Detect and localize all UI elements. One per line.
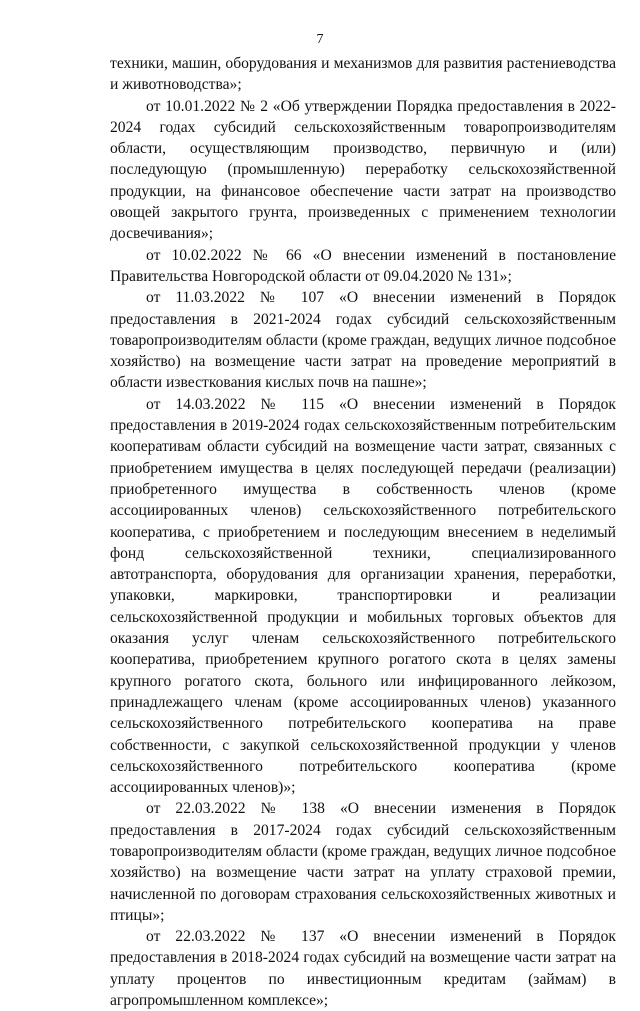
paragraph-resolution-2: от 10.01.2022 № 2 «Об утверждении Порядка предоставления в 2022-2024 годах субсидий сельскохозяйственным товаропроизводителям области, осуществляющим производство, первичную и (или) последующую (промышленную) переработку сельскохозяйственной продукции, на финансовое обеспечение части затрат на производство овощей закрытого грунта, произведенных с применением технологии досвечивания»; bbox=[110, 97, 616, 243]
paragraph-resolution-107: от 11.03.2022 № 107 «О внесении изменений в Порядок предоставления в 2021-2024 годах субсидий сельскохозяйственным товаропроизводителям области (кроме граждан, ведущих личное подсобное хозяйство) на возмещение части затрат на проведение мероприятий в области известкования кислых почв на пашне»; bbox=[110, 289, 616, 392]
paragraph-resolution-138: от 22.03.2022 № 138 «О внесении изменения в Порядок предоставления в 2017-2024 годах субсидий сельскохозяйственным товаропроизводителям области (кроме граждан, ведущих личное подсобное хозяйство) на возмещение части затрат на уплату страховой премии, начисленной по договорам страхования сельскохозяйственных животных и птицы»; bbox=[110, 800, 616, 924]
paragraph-continuation: техники, машин, оборудования и механизмов для развития растениеводства и животноводства»; bbox=[110, 55, 616, 94]
paragraph-resolution-66: от 10.02.2022 № 66 «О внесении изменений в постановление Правительства Новгородской области от 09.04.2020 № 131»; bbox=[110, 246, 616, 285]
paragraph-resolution-115: от 14.03.2022 № 115 «О внесении изменений в Порядок предоставления в 2019-2024 годах сельскохозяйственным потребительским кооперативам области субсидий на возмещение части затрат, связанных с приобретением имущества в целях последующей передачи (реализации) приобретенного имущества в собственность членов (кроме ассоциированных членов) сельскохозяйственного потребительского кооператива, с приобретением и последующим внесением в неделимый фонд сельскохозяйственной техники, специализированного автотранспорта, оборудования для организации хранения, переработки, упаковки, маркировки, транспортировки и реализации сельскохозяйственной продукции и мобильных торговых объектов для оказания услуг членам сельскохозяйственного потребительского кооператива, приобретением крупного рогатого скота в целях замены крупного рогатого скота, больного или инфицированного лейкозом, принадлежащего членам (кроме ассоциированных членов) указанного сельскохозяйственного потребительского кооператива на праве собственности, с закупкой сельскохозяйственной продукции у членов сельскохозяйственного потребительского кооператива (кроме ассоциированных членов)»; bbox=[110, 395, 616, 797]
page-number: 7 bbox=[316, 32, 324, 47]
paragraph-resolution-137: от 22.03.2022 № 137 «О внесении изменений в Порядок предоставления в 2018-2024 годах субсидий на возмещение части затрат на уплату процентов по инвестиционным кредитам (займам) в агропромышленном комплексе»; bbox=[110, 928, 616, 1010]
document-body bbox=[110, 53, 616, 1011]
